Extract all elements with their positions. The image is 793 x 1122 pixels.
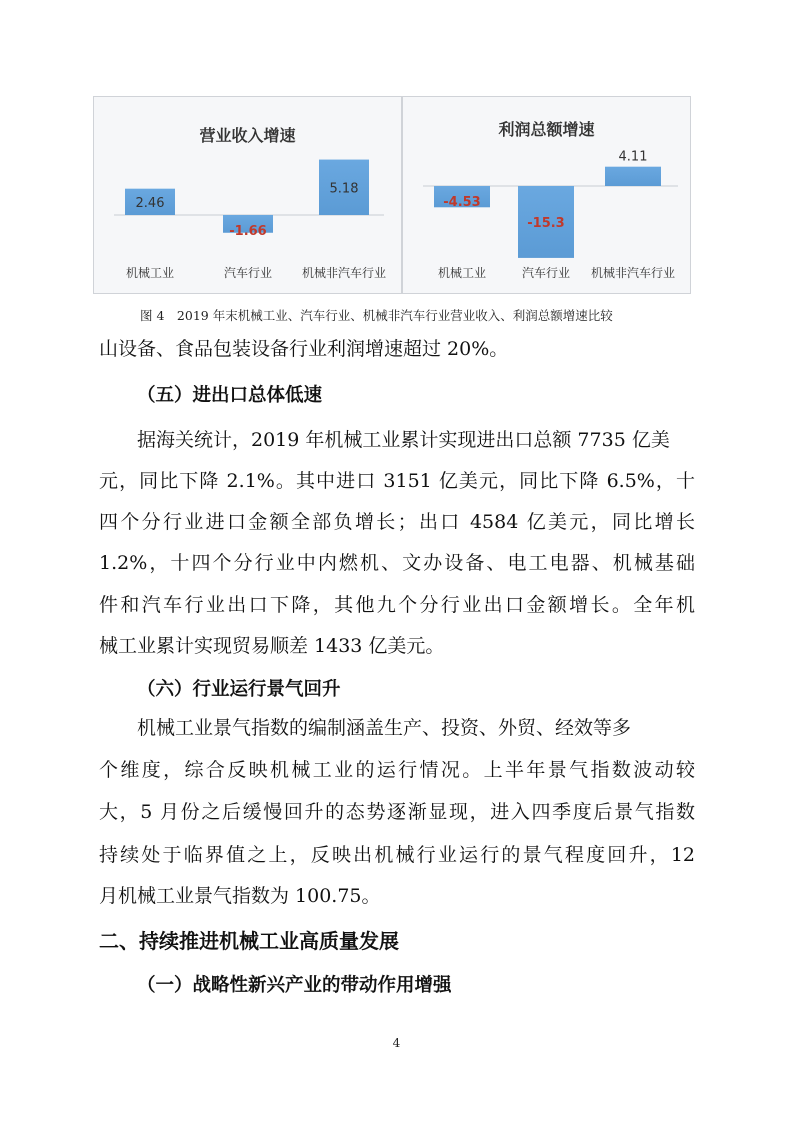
category-label-1: 机械工业 — [437, 266, 487, 280]
data-label-1: 2.46 — [135, 195, 165, 211]
bar-3 — [605, 167, 661, 186]
paragraph-line: 件和汽车行业出口下降，其他九个分行业出口金额增长。全年机 — [99, 594, 695, 616]
category-label-3: 机械非汽车行业 — [590, 266, 676, 280]
data-label-3: 4.11 — [618, 149, 648, 165]
section-heading: （六）行业运行景气回升 — [137, 679, 341, 700]
chapter-heading: 二、持续推进机械工业高质量发展 — [99, 929, 399, 953]
revenue-growth-chart — [94, 97, 403, 295]
data-label-2: -15.3 — [527, 215, 565, 231]
category-label-2: 汽车行业 — [223, 266, 273, 280]
paragraph-line: 机械工业景气指数的编制涵盖生产、投资、外贸、经效等多 — [137, 717, 632, 739]
section-heading: （五）进出口总体低速 — [137, 385, 323, 406]
paragraph-line: 元，同比下降 2.1%。其中进口 3151 亿美元，同比下降 6.5%，十 — [99, 470, 695, 492]
data-label-3: 5.18 — [329, 181, 359, 197]
paragraph-line: 个维度，综合反映机械工业的运行情况。上半年景气指数波动较 — [99, 759, 695, 781]
data-label-2: -1.66 — [229, 224, 267, 239]
paragraph-line: 山设备、食品包装设备行业利润增速超过 20%。 — [99, 338, 509, 360]
category-label-1: 机械工业 — [125, 266, 175, 280]
paragraph-line: 1.2%，十四个分行业中内燃机、文办设备、电工电器、机械基础 — [99, 552, 695, 574]
page-number: 4 — [392, 1036, 401, 1050]
paragraph-line: 械工业累计实现贸易顺差 1433 亿美元。 — [99, 635, 445, 657]
category-label-2: 汽车行业 — [521, 266, 571, 280]
chart-revenue-growth — [93, 96, 402, 294]
paragraph-line: 四个分行业进口金额全部负增长；出口 4584 亿美元，同比增长 — [99, 511, 695, 533]
category-label-3: 机械非汽车行业 — [301, 266, 387, 280]
chart-title: 营业收入增速 — [199, 126, 296, 145]
paragraph-line: 持续处于临界值之上，反映出机械行业运行的景气程度回升，12 — [99, 844, 695, 866]
figure-caption: 图 4 2019 年末机械工业、汽车行业、机械非汽车行业营业收入、利润总额增速比较 — [140, 308, 613, 323]
paragraph-line: 大，5 月份之后缓慢回升的态势逐渐显现，进入四季度后景气指数 — [99, 801, 695, 823]
section-heading: （一）战略性新兴产业的带动作用增强 — [137, 975, 452, 996]
paragraph-line: 月机械工业景气指数为 100.75。 — [99, 885, 381, 907]
paragraph-line: 据海关统计，2019 年机械工业累计实现进出口总额 7735 亿美 — [137, 429, 670, 451]
data-label-1: -4.53 — [443, 195, 481, 210]
chart-profit-growth — [402, 96, 691, 294]
chart-title: 利润总额增速 — [498, 120, 595, 139]
profit-growth-chart — [403, 97, 692, 295]
